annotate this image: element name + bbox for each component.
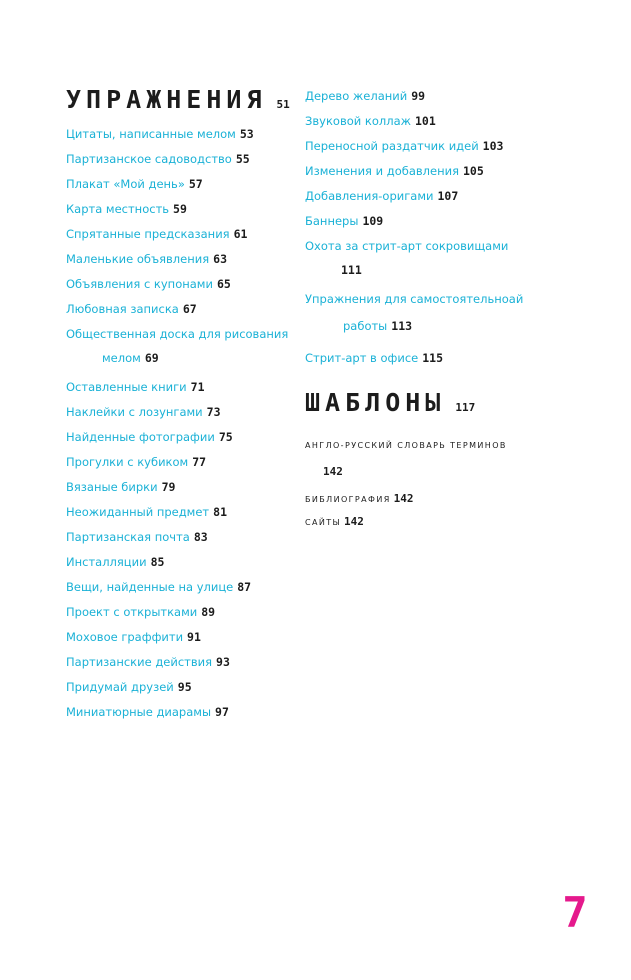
section-page-number: 117 — [455, 401, 476, 414]
toc-entry[interactable]: Партизанское садоводство 55 — [66, 152, 250, 166]
toc-entry[interactable]: Вязаные бирки 79 — [66, 480, 176, 494]
section-heading-exercises — [66, 84, 296, 114]
toc-entry[interactable]: Прогулки с кубиком 77 — [66, 455, 207, 469]
toc-entry[interactable]: Моховое граффити 91 — [66, 630, 201, 644]
toc-entry[interactable]: Дерево желаний 99 — [305, 89, 426, 103]
toc-entry[interactable]: Объявления с купонами 65 — [66, 277, 231, 291]
toc-right-column — [305, 84, 605, 534]
toc-entry[interactable]: Упражнения для самостоятельноай работы 113 — [305, 292, 524, 333]
toc-entry[interactable]: Придумай друзей 95 — [66, 680, 192, 694]
section-title: УПРАЖНЕНИЯ — [66, 85, 267, 114]
toc-entry[interactable]: Карта местность 59 — [66, 202, 187, 216]
toc-ref-glossary[interactable]: АНГЛО-РУССКИЙ СЛОВАРЬ ТЕРМИНОВ 142 — [305, 441, 507, 478]
toc-ref-sites[interactable]: САЙТЫ 142 — [305, 515, 364, 528]
section-page-number: 51 — [276, 98, 290, 111]
toc-entry[interactable]: Изменения и добавления 105 — [305, 164, 484, 178]
section-title: ШАБЛОНЫ — [305, 388, 446, 417]
toc-entry[interactable]: Оставленные книги 71 — [66, 380, 205, 394]
toc-entry[interactable]: Партизанская почта 83 — [66, 530, 208, 544]
toc-ref-bibliography[interactable]: БИБЛИОГРАФИЯ 142 — [305, 492, 414, 505]
toc-entry[interactable]: Звуковой коллаж 101 — [305, 114, 436, 128]
toc-entry[interactable]: Общественная доска для рисования мелом 69 — [66, 327, 289, 365]
toc-entry[interactable]: Партизанские действия 93 — [66, 655, 230, 669]
toc-entry[interactable]: Проект с открытками 89 — [66, 605, 216, 619]
toc-entry[interactable]: Наклейки с лозунгами 73 — [66, 405, 221, 419]
toc-entry[interactable]: Добавления-оригами 107 — [305, 189, 459, 203]
toc-entry[interactable]: Маленькие объявления 63 — [66, 252, 227, 266]
toc-entry[interactable]: Цитаты, написанные мелом 53 — [66, 127, 254, 141]
toc-entry[interactable]: Стрит-арт в офисе 115 — [305, 351, 444, 365]
toc-entry[interactable]: Любовная записка 67 — [66, 302, 197, 316]
toc-entry[interactable]: Охота за стрит-арт сокровищами 111 — [305, 239, 509, 277]
toc-entry[interactable]: Вещи, найденные на улице 87 — [66, 580, 252, 594]
toc-left-column — [66, 84, 296, 725]
toc-entry[interactable]: Инсталляции 85 — [66, 555, 165, 569]
toc-entry[interactable]: Спрятанные предсказания 61 — [66, 227, 248, 241]
page-number: 7 — [562, 888, 588, 937]
toc-entry[interactable]: Найденные фотографии 75 — [66, 430, 233, 444]
toc-entry[interactable]: Баннеры 109 — [305, 214, 384, 228]
toc-entry[interactable]: Переносной раздатчик идей 103 — [305, 139, 504, 153]
toc-entry[interactable]: Плакат «Мой день» 57 — [66, 177, 203, 191]
toc-entry[interactable]: Миниатюрные диарамы 97 — [66, 705, 229, 719]
toc-entry[interactable]: Неожиданный предмет 81 — [66, 505, 227, 519]
section-heading-templates — [305, 387, 605, 417]
